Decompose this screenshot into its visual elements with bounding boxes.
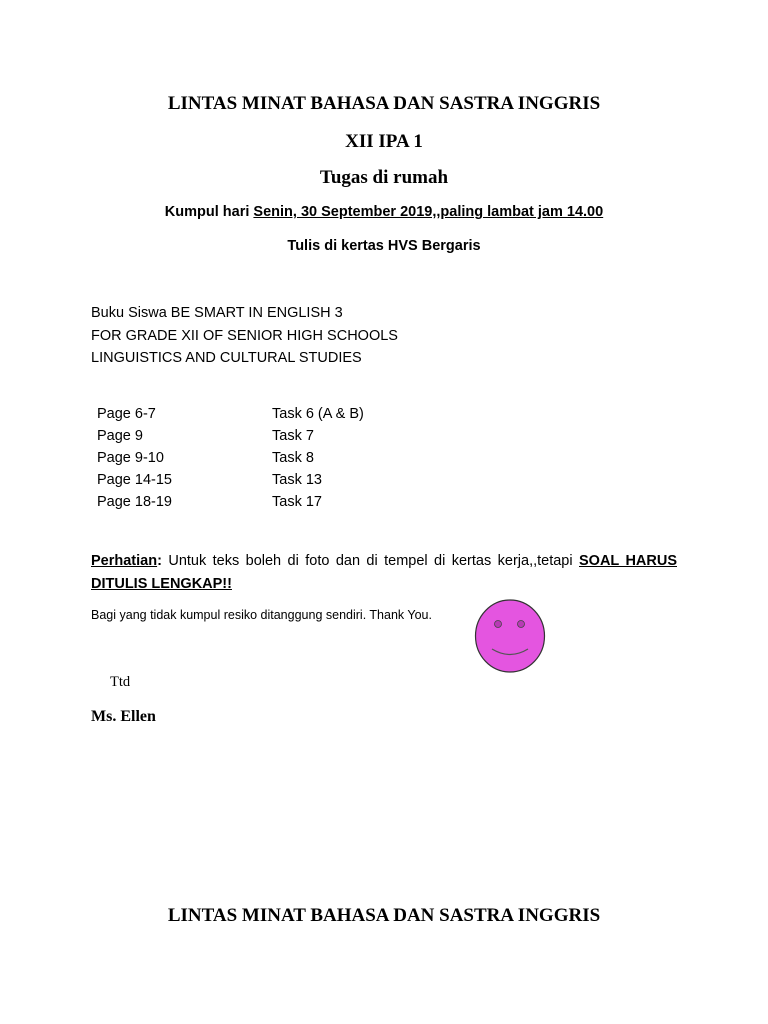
deadline-date: Senin, 30 September 2019,,paling lambat jam 14.00 <box>253 204 604 220</box>
task-name: Task 17 <box>272 494 322 510</box>
task-page: Page 9 <box>97 428 143 444</box>
next-page-title: LINTAS MINAT BAHASA DAN SASTRA INGGRIS <box>167 905 601 926</box>
task-name: Task 8 <box>272 450 314 466</box>
task-page: Page 6-7 <box>97 406 156 422</box>
notice-text: Untuk teks boleh di foto dan di tempel di kertas kerja,,tetapi <box>161 553 580 569</box>
task-page: Page 14-15 <box>97 472 172 488</box>
notice-label: Perhatian <box>91 553 158 569</box>
document-title: LINTAS MINAT BAHASA DAN SASTRA INGGRIS <box>167 93 601 114</box>
task-name: Task 7 <box>272 428 314 444</box>
task-row <box>97 406 497 426</box>
task-row <box>97 428 497 448</box>
task-row <box>97 472 497 492</box>
smiley-face-icon <box>474 598 546 674</box>
signature-ttd: Ttd <box>110 674 131 690</box>
book-title-line-3: LINGUISTICS AND CULTURAL STUDIES <box>91 350 362 366</box>
task-name: Task 13 <box>272 472 322 488</box>
notice-paragraph <box>91 550 677 596</box>
warning-text: Bagi yang tidak kumpul resiko ditanggung sendiri. Thank You. <box>91 608 432 622</box>
assignment-heading: Tugas di rumah <box>319 167 449 188</box>
task-row <box>97 494 497 514</box>
book-title-line-1: Buku Siswa BE SMART IN ENGLISH 3 <box>91 305 343 321</box>
task-page: Page 18-19 <box>97 494 172 510</box>
deadline-line <box>0 204 768 220</box>
task-name: Task 6 (A & B) <box>272 406 364 422</box>
task-row <box>97 450 497 470</box>
signer-name: Ms. Ellen <box>91 708 156 725</box>
notice-emphasis: SOAL HARUS DITULIS LENGKAP!! <box>91 553 677 592</box>
smiley-left-eye <box>495 621 502 628</box>
notice-colon: : <box>157 553 162 569</box>
smiley-right-eye <box>518 621 525 628</box>
task-page: Page 9-10 <box>97 450 164 466</box>
deadline-prefix: Kumpul hari <box>164 204 254 220</box>
writing-medium: Tulis di kertas HVS Bergaris <box>287 238 481 254</box>
book-title-line-2: FOR GRADE XII OF SENIOR HIGH SCHOOLS <box>91 328 398 344</box>
smiley-face-circle <box>476 600 545 672</box>
class-name: XII IPA 1 <box>345 131 423 152</box>
